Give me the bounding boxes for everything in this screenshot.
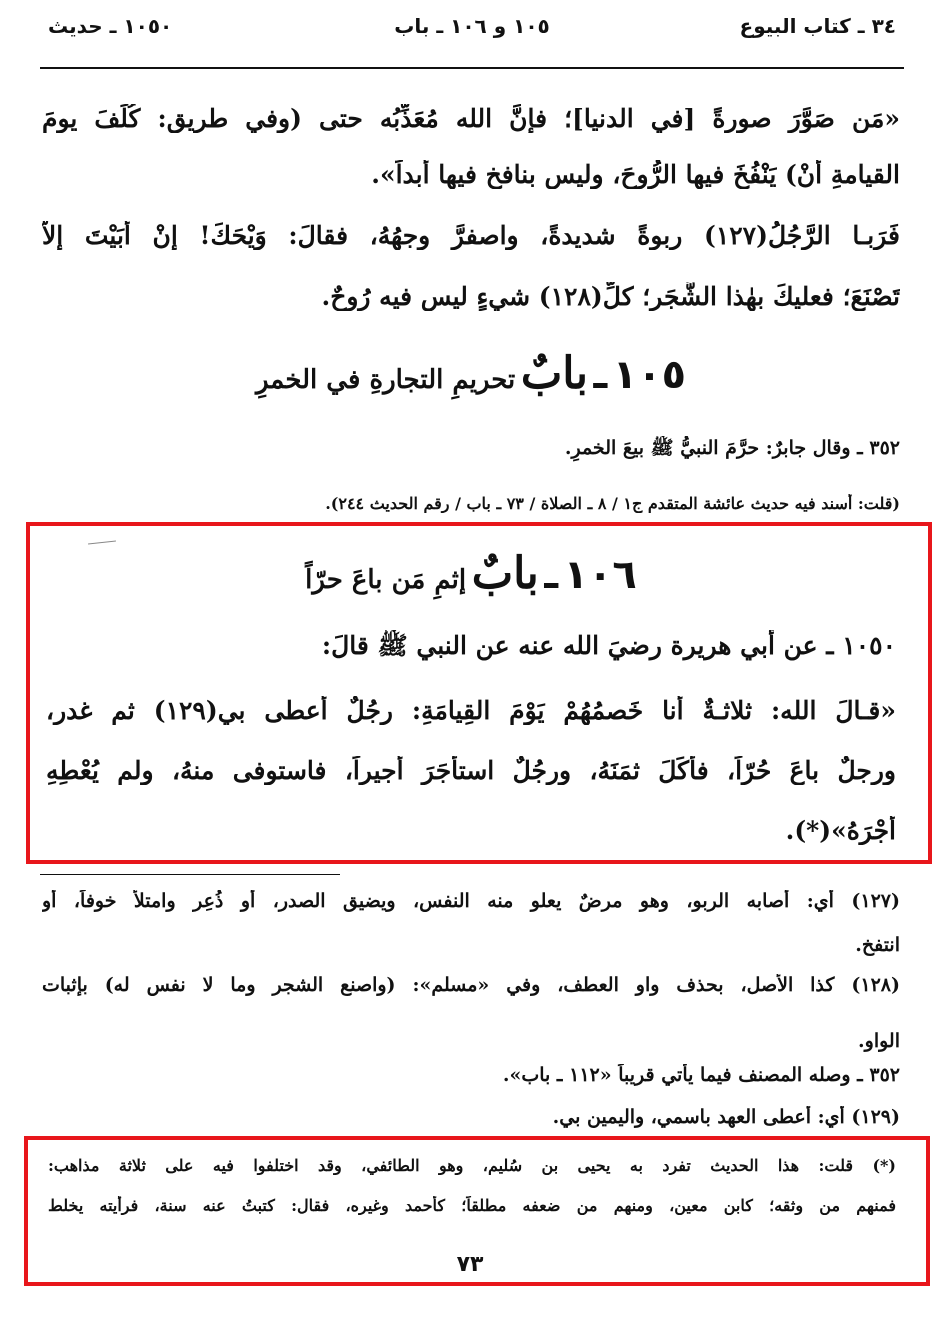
footnote-127-line-2: انتفخ. bbox=[855, 934, 900, 956]
bab-106-dash: ـ bbox=[544, 552, 559, 598]
bab-105-heading bbox=[42, 348, 900, 399]
hadith-352: ٣٥٢ ـ وقال جابرٌ: حرَّمَ النبيُّ ﷺ بيعَ الخمرِ. bbox=[564, 437, 900, 459]
bab-105-number: ١٠٥ bbox=[612, 352, 687, 398]
body-line-2: القيامةِ أنْ) يَنْفُخَ فيها الرُّوحَ، وليس بنافخٍ فيها أبداً». bbox=[371, 160, 900, 189]
body-line-1: «مَن صَوَّرَ صورةً [في الدنيا]؛ فإنَّ الله مُعَذِّبُه حتى (وفي طريق: كُلِّفَ يومَ bbox=[42, 104, 900, 133]
bab-106-title: إثمِ مَن باعَ حرّاً bbox=[305, 565, 467, 595]
bab-106-number: ١٠٦ bbox=[563, 552, 637, 598]
page-number: ٧٣ bbox=[456, 1252, 484, 1277]
footnote-star-line-2: فمنهم من وثقه؛ كابن معين، ومنهم من ضعفه مطلقاً؛ كأحمد وغيره، فقال: كتبتُ عنه سنة، فرأيته يخلط bbox=[48, 1196, 896, 1215]
footnote-127-line-1: (١٢٧) أي: أصابه الربو، وهو مرضٌ يعلو منه النفس، ويضيق الصدر، أو ذُعِر وامتلأ خوفاً، أو bbox=[42, 890, 900, 912]
footnote-352: ٣٥٢ ـ وصله المصنف فيما يأتي قريباً «١١٢ ـ باب». bbox=[502, 1064, 900, 1086]
header-rule bbox=[40, 67, 904, 69]
footnote-128-line-2: الواو. bbox=[858, 1030, 900, 1052]
header-chapter: ٣٤ ـ كتاب البيوع bbox=[739, 14, 896, 38]
footnote-129: (١٢٩) أي: أعطى العهد باسمي، واليمين بي. bbox=[552, 1106, 900, 1128]
body-line-3: فَرَبـا الرَّجُلُ(١٢٧) ربوةً شديدةً، واصفرَّ وجهُهُ، فقالَ: وَيْحَكَ! إنْ أبَيْتَ إلاَّ bbox=[42, 221, 900, 250]
body-line-4: تَصْنَعَ؛ فعليكَ بهٰذا الشَّجَرِ؛ كلِّ(١٢٨) شيءٍ ليس فيه رُوحٌ. bbox=[321, 282, 900, 311]
hadith-1050-line-3: أجْرَهُ»(*). bbox=[785, 816, 896, 845]
footnote-star-line-1: (*) قلت: هذا الحديث تفرد به يحيى بن سُليم، وهو الطائفي، وقد اختلفوا فيه على ثلاثة مذاهب: bbox=[48, 1156, 896, 1175]
bab-105-dash: ـ bbox=[593, 352, 608, 398]
hadith-1050-isnad: ١٠٥٠ ـ عن أبي هريرة رضيَ الله عنه عن النبي ﷺ قالَ: bbox=[321, 631, 896, 660]
bab-105-title: تحريمِ التجارةِ في الخمرِ bbox=[255, 365, 516, 395]
header-babs: ١٠٥ و ١٠٦ ـ باب bbox=[394, 14, 550, 38]
running-header bbox=[48, 14, 896, 44]
bab-106-word: بابٌ bbox=[471, 548, 539, 599]
bab-106-heading bbox=[42, 548, 900, 599]
footnote-rule bbox=[40, 874, 340, 875]
hadith-1050-line-2: ورجلٌ باعَ حُرّاً، فأكَلَ ثمَنَهُ، ورجُلٌ استأجَرَ أجيراً، فاستوفى منهُ، ولم يُعْطِهِ bbox=[46, 756, 896, 785]
note-qultu: (قلت: أسند فيه حديث عائشة المتقدم ج١ / ٨ ـ الصلاة / ٧٣ ـ باب / رقم الحديث ٢٤٤). bbox=[325, 494, 900, 513]
footnote-128-line-1: (١٢٨) كذا الأصل، بحذف واو العطف، وفي «مسلم»: (واصنع الشجر وما لا نفس له) بإثبات bbox=[42, 974, 900, 996]
hadith-1050-line-1: «قـالَ الله: ثلاثـةٌ أنا خَصمُهُمْ يَوْمَ القِيامَةِ: رجُلٌ أعطى بي(١٢٩) ثم غدر، bbox=[46, 696, 896, 725]
bab-105-word: بابٌ bbox=[520, 348, 588, 399]
header-hadith: ١٠٥٠ ـ حديث bbox=[48, 14, 173, 38]
